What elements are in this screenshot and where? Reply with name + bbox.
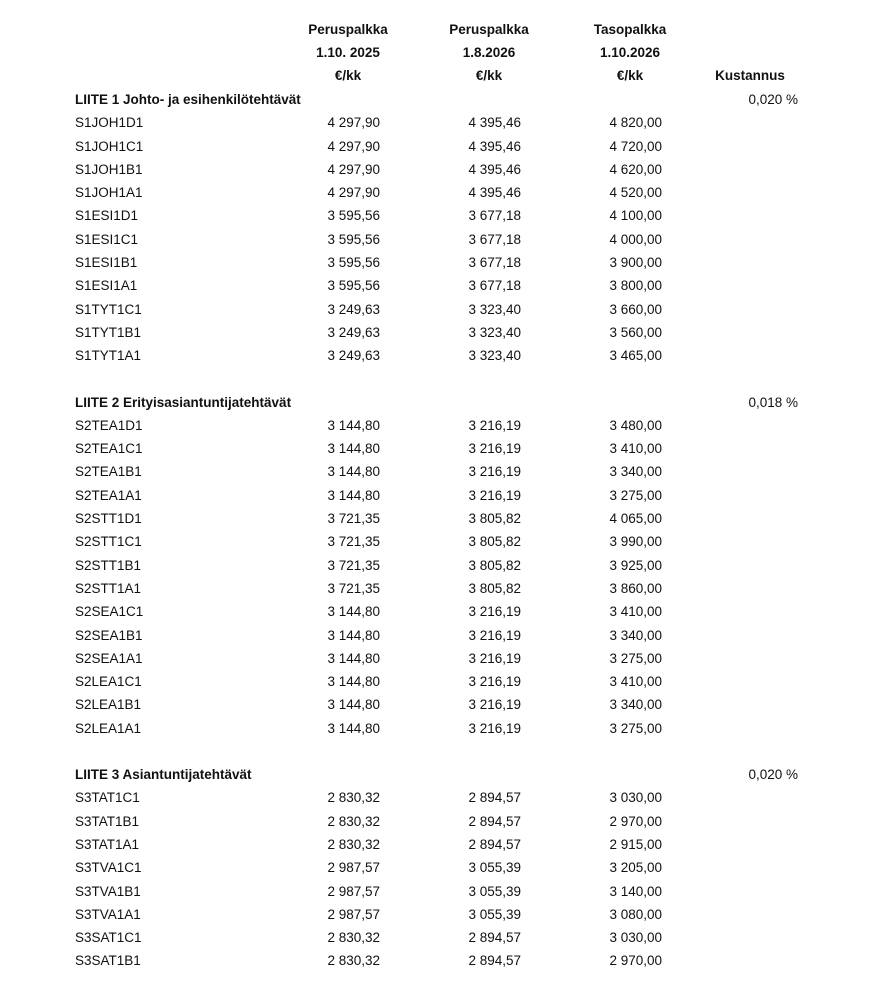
header-unit: €/kk — [616, 68, 644, 83]
header-cost: Kustannus — [715, 68, 785, 83]
cell-level-2026: 4 820,00 — [609, 115, 662, 131]
row-code: S2TEA1B1 — [75, 464, 142, 480]
row-code: S2STT1B1 — [75, 557, 142, 573]
cell-base-2026: 3 216,19 — [468, 464, 521, 480]
cell-base-2026: 3 677,18 — [468, 255, 521, 271]
row-code: S1TYT1C1 — [75, 301, 142, 317]
cell-level-2026: 3 410,00 — [609, 604, 662, 620]
cell-level-2026: 3 205,00 — [609, 860, 662, 876]
table-row — [75, 484, 835, 507]
header-label: Peruspalkka — [449, 22, 529, 37]
cell-base-2026: 2 894,57 — [468, 790, 521, 806]
cell-base-2025: 3 144,80 — [327, 627, 380, 643]
cell-base-2026: 3 323,40 — [468, 301, 521, 317]
cell-base-2025: 3 595,56 — [327, 208, 380, 224]
cell-base-2025: 3 144,80 — [327, 417, 380, 433]
cell-base-2026: 3 216,19 — [468, 487, 521, 503]
table-row — [75, 624, 835, 647]
header-unit: €/kk — [475, 68, 503, 83]
row-code: S1JOH1A1 — [75, 185, 143, 201]
cell-base-2025: 4 297,90 — [327, 161, 380, 177]
section-title-row — [75, 391, 835, 414]
cell-level-2026: 3 660,00 — [609, 301, 662, 317]
table-row — [75, 228, 835, 251]
row-code: S3TVA1A1 — [75, 906, 141, 922]
table-row — [75, 414, 835, 437]
table-row — [75, 717, 835, 740]
cell-base-2025: 3 144,80 — [327, 604, 380, 620]
cell-base-2026: 3 677,18 — [468, 231, 521, 247]
row-code: S3TVA1B1 — [75, 883, 141, 899]
table-row — [75, 204, 835, 227]
cell-base-2025: 3 721,35 — [327, 580, 380, 596]
row-code: S1JOH1D1 — [75, 115, 144, 131]
section-title-row — [75, 763, 835, 786]
cell-level-2026: 3 275,00 — [609, 720, 662, 736]
section-liite-1 — [75, 88, 835, 368]
row-code: S2TEA1C1 — [75, 441, 143, 457]
cell-base-2025: 3 721,35 — [327, 557, 380, 573]
cell-base-2025: 3 144,80 — [327, 487, 380, 503]
row-code: S2LEA1C1 — [75, 674, 142, 690]
cell-level-2026: 4 620,00 — [609, 161, 662, 177]
cell-base-2026: 3 323,40 — [468, 348, 521, 364]
row-code: S1TYT1A1 — [75, 348, 142, 364]
row-code: S2LEA1B1 — [75, 697, 142, 713]
cell-base-2025: 2 830,32 — [327, 836, 380, 852]
table-row — [75, 833, 835, 856]
table-row — [75, 530, 835, 553]
cell-level-2026: 4 065,00 — [609, 511, 662, 527]
row-code: S1ESI1B1 — [75, 255, 138, 271]
header-col-base-2026 — [414, 18, 564, 87]
row-code: S2SEA1A1 — [75, 650, 143, 666]
cell-base-2025: 3 595,56 — [327, 278, 380, 294]
table-row — [75, 298, 835, 321]
cell-base-2025: 2 987,57 — [327, 906, 380, 922]
table-row — [75, 181, 835, 204]
cell-base-2026: 4 395,46 — [468, 138, 521, 154]
row-code: S2SEA1B1 — [75, 627, 143, 643]
cell-base-2025: 2 987,57 — [327, 883, 380, 899]
cell-base-2026: 3 323,40 — [468, 324, 521, 340]
table-row — [75, 786, 835, 809]
section-cost: 0,020 % — [748, 767, 798, 783]
table-header — [0, 18, 893, 90]
table-row — [75, 321, 835, 344]
section-title: LIITE 3 Asiantuntijatehtävät — [75, 767, 252, 783]
table-row — [75, 135, 835, 158]
cell-level-2026: 3 560,00 — [609, 324, 662, 340]
table-row — [75, 437, 835, 460]
table-row — [75, 926, 835, 949]
table-row — [75, 693, 835, 716]
cell-base-2026: 3 805,82 — [468, 534, 521, 550]
cell-level-2026: 2 970,00 — [609, 953, 662, 969]
table-row — [75, 903, 835, 926]
row-code: S3SAT1C1 — [75, 930, 142, 946]
cell-base-2026: 3 216,19 — [468, 720, 521, 736]
row-code: S2LEA1A1 — [75, 720, 142, 736]
cell-base-2026: 3 055,39 — [468, 883, 521, 899]
row-code: S1ESI1D1 — [75, 208, 139, 224]
cell-level-2026: 3 900,00 — [609, 255, 662, 271]
cell-level-2026: 3 275,00 — [609, 487, 662, 503]
table-row — [75, 670, 835, 693]
header-unit: €/kk — [334, 68, 362, 83]
cell-base-2026: 3 216,19 — [468, 674, 521, 690]
cell-level-2026: 4 000,00 — [609, 231, 662, 247]
cell-base-2025: 3 595,56 — [327, 231, 380, 247]
cell-base-2025: 2 830,32 — [327, 813, 380, 829]
row-code: S3TVA1C1 — [75, 860, 142, 876]
table-row — [75, 251, 835, 274]
cell-base-2026: 4 395,46 — [468, 115, 521, 131]
cell-base-2025: 2 987,57 — [327, 860, 380, 876]
cell-base-2025: 3 249,63 — [327, 301, 380, 317]
cell-base-2025: 3 249,63 — [327, 348, 380, 364]
table-row — [75, 554, 835, 577]
cell-base-2026: 3 216,19 — [468, 650, 521, 666]
cell-level-2026: 3 340,00 — [609, 697, 662, 713]
cell-level-2026: 3 030,00 — [609, 790, 662, 806]
cell-base-2025: 3 721,35 — [327, 511, 380, 527]
header-date: 1.10. 2025 — [316, 45, 380, 60]
cell-level-2026: 4 100,00 — [609, 208, 662, 224]
cell-base-2025: 2 830,32 — [327, 790, 380, 806]
cell-level-2026: 2 970,00 — [609, 813, 662, 829]
cell-base-2025: 3 144,80 — [327, 674, 380, 690]
header-col-base-2025 — [273, 18, 423, 87]
table-row — [75, 647, 835, 670]
row-code: S1JOH1C1 — [75, 138, 144, 154]
cell-base-2025: 3 144,80 — [327, 650, 380, 666]
cell-base-2026: 3 055,39 — [468, 906, 521, 922]
cell-base-2026: 3 805,82 — [468, 557, 521, 573]
cell-base-2025: 3 721,35 — [327, 534, 380, 550]
cell-level-2026: 3 030,00 — [609, 930, 662, 946]
header-date: 1.10.2026 — [599, 45, 661, 60]
table-row — [75, 880, 835, 903]
cell-base-2026: 3 805,82 — [468, 511, 521, 527]
header-label: Tasopalkka — [593, 22, 667, 37]
header-label: Peruspalkka — [308, 22, 388, 37]
cell-base-2025: 2 830,32 — [327, 930, 380, 946]
cell-base-2026: 2 894,57 — [468, 953, 521, 969]
row-code: S3TAT1A1 — [75, 836, 140, 852]
row-code: S2STT1C1 — [75, 534, 142, 550]
cell-level-2026: 4 520,00 — [609, 185, 662, 201]
cell-level-2026: 3 860,00 — [609, 580, 662, 596]
cell-base-2025: 2 830,32 — [327, 953, 380, 969]
section-title-row — [75, 88, 835, 111]
cell-level-2026: 3 800,00 — [609, 278, 662, 294]
row-code: S1TYT1B1 — [75, 324, 142, 340]
row-code: S1ESI1C1 — [75, 231, 139, 247]
cell-base-2025: 3 249,63 — [327, 324, 380, 340]
cell-base-2025: 4 297,90 — [327, 138, 380, 154]
table-row — [75, 949, 835, 972]
cell-base-2026: 4 395,46 — [468, 185, 521, 201]
section-cost: 0,018 % — [748, 394, 798, 410]
cell-base-2025: 3 144,80 — [327, 697, 380, 713]
table-row — [75, 344, 835, 367]
cell-base-2025: 3 595,56 — [327, 255, 380, 271]
table-row — [75, 507, 835, 530]
table-row — [75, 460, 835, 483]
cell-base-2026: 4 395,46 — [468, 161, 521, 177]
cell-base-2025: 3 144,80 — [327, 441, 380, 457]
cell-level-2026: 2 915,00 — [609, 836, 662, 852]
cell-base-2026: 3 216,19 — [468, 441, 521, 457]
row-code: S2STT1D1 — [75, 511, 142, 527]
cell-level-2026: 3 340,00 — [609, 627, 662, 643]
cell-level-2026: 3 465,00 — [609, 348, 662, 364]
cell-level-2026: 3 480,00 — [609, 417, 662, 433]
table-row — [75, 600, 835, 623]
section-liite-2 — [75, 391, 835, 740]
row-code: S2SEA1C1 — [75, 604, 144, 620]
cell-base-2026: 3 805,82 — [468, 580, 521, 596]
cell-base-2026: 3 216,19 — [468, 604, 521, 620]
table-row — [75, 274, 835, 297]
row-code: S3SAT1B1 — [75, 953, 141, 969]
table-row — [75, 158, 835, 181]
cell-base-2026: 2 894,57 — [468, 930, 521, 946]
section-title: LIITE 1 Johto- ja esihenkilötehtävät — [75, 92, 301, 107]
cell-base-2026: 3 216,19 — [468, 627, 521, 643]
section-cost: 0,020 % — [748, 92, 798, 107]
section-liite-3 — [75, 763, 835, 973]
header-col-level-2026 — [555, 18, 705, 87]
section-title: LIITE 2 Erityisasiantuntijatehtävät — [75, 394, 292, 410]
row-code: S2TEA1D1 — [75, 417, 143, 433]
cell-base-2025: 3 144,80 — [327, 720, 380, 736]
cell-level-2026: 3 275,00 — [609, 650, 662, 666]
cell-base-2026: 2 894,57 — [468, 836, 521, 852]
cell-base-2026: 3 677,18 — [468, 278, 521, 294]
cell-level-2026: 3 410,00 — [609, 441, 662, 457]
cell-base-2025: 4 297,90 — [327, 185, 380, 201]
table-row — [75, 577, 835, 600]
cell-base-2026: 3 216,19 — [468, 697, 521, 713]
table-body — [75, 88, 835, 973]
row-code: S2STT1A1 — [75, 580, 142, 596]
cell-base-2025: 3 144,80 — [327, 464, 380, 480]
cell-level-2026: 4 720,00 — [609, 138, 662, 154]
cell-level-2026: 3 140,00 — [609, 883, 662, 899]
cell-level-2026: 3 990,00 — [609, 534, 662, 550]
row-code: S3TAT1B1 — [75, 813, 140, 829]
cell-base-2026: 2 894,57 — [468, 813, 521, 829]
cell-base-2026: 3 216,19 — [468, 417, 521, 433]
header-date: 1.8.2026 — [462, 45, 516, 60]
cell-base-2025: 4 297,90 — [327, 115, 380, 131]
table-row — [75, 810, 835, 833]
cell-base-2026: 3 055,39 — [468, 860, 521, 876]
cell-base-2026: 3 677,18 — [468, 208, 521, 224]
row-code: S1JOH1B1 — [75, 161, 143, 177]
cell-level-2026: 3 080,00 — [609, 906, 662, 922]
cell-level-2026: 3 410,00 — [609, 674, 662, 690]
row-code: S1ESI1A1 — [75, 278, 138, 294]
table-row — [75, 111, 835, 134]
row-code: S2TEA1A1 — [75, 487, 142, 503]
cell-level-2026: 3 925,00 — [609, 557, 662, 573]
table-row — [75, 856, 835, 879]
row-code: S3TAT1C1 — [75, 790, 140, 806]
cell-level-2026: 3 340,00 — [609, 464, 662, 480]
